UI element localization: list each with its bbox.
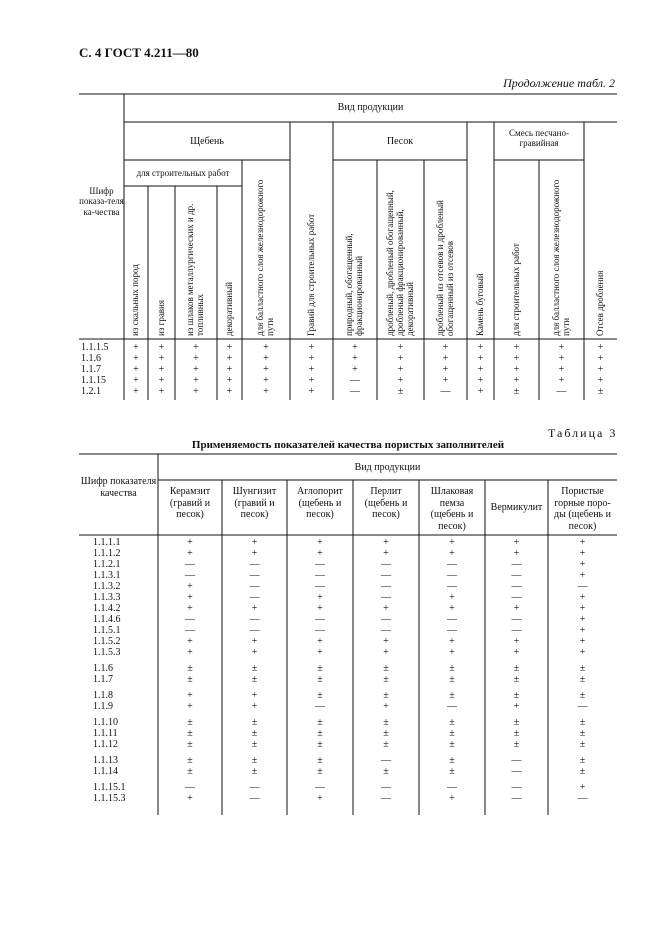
t3-cell: — [249, 625, 260, 636]
t3-cell: + [449, 592, 455, 603]
t3-row-code: 1.1.15.1 [93, 782, 126, 793]
t2-cell: + [397, 353, 404, 364]
t2-cell: + [513, 353, 520, 364]
t2-row-code: 1.1.7 [81, 364, 101, 375]
t3-cell: + [579, 625, 586, 636]
t3-cell: ± [449, 755, 455, 766]
t3-cell: — [511, 755, 522, 766]
t2-cell: + [263, 375, 269, 386]
t3-cell: + [187, 603, 193, 614]
t2-cell: + [133, 375, 139, 386]
t3-row-code: 1.1.5.1 [93, 625, 121, 636]
t3-cell: ± [317, 739, 323, 750]
t3-cell: ± [513, 663, 520, 674]
t3-cell: — [577, 793, 588, 804]
t2-column-header-7: природный, обогащенный, фракционированный [344, 233, 364, 336]
t2-cell: ± [513, 386, 520, 397]
t2-cell: + [158, 386, 165, 397]
t3-cell: + [317, 592, 323, 603]
t3-cell: — [381, 614, 391, 625]
t3-cell: + [579, 548, 586, 559]
t2-cell: + [308, 364, 315, 375]
t3-column-header-5: Шлаковая пемза (щебень и песок) [430, 486, 474, 532]
t3-group-header: Вид продукции [354, 462, 421, 473]
t3-cell: — [315, 581, 325, 592]
t2-cell: + [558, 375, 565, 386]
t3-cell: + [579, 647, 586, 658]
t3-cell: + [449, 647, 455, 658]
t3-cell: + [383, 537, 389, 548]
t3-row-code: 1.1.1.1 [93, 537, 121, 548]
t3-row-code: 1.1.4.2 [93, 603, 121, 614]
t2-cell: + [397, 375, 404, 386]
t3-cell: — [447, 701, 457, 712]
t3-cell: ± [187, 663, 193, 674]
t2-cell: + [558, 342, 565, 353]
t3-cell: — [511, 592, 522, 603]
t3-cell: — [249, 782, 260, 793]
t3-cell: ± [187, 766, 193, 777]
t3-cell: — [447, 625, 457, 636]
t2-cell: + [133, 386, 139, 397]
t2-column-header-3: из шлаков металлургических и др. топливных [185, 203, 205, 336]
t2-smes-header: Смесь песчано-гравийная [509, 128, 569, 149]
t3-cell: + [187, 636, 193, 647]
t2-cell: + [226, 375, 233, 386]
t3-cell: ± [449, 717, 455, 728]
t2-cell: + [193, 364, 199, 375]
t3-code-header: Шифр показателя качества [80, 476, 157, 499]
t2-cell: + [513, 364, 520, 375]
t2-cell: + [352, 342, 358, 353]
t3-cell: + [383, 647, 389, 658]
t3-cell: ± [383, 690, 389, 701]
t2-cell: — [440, 386, 451, 397]
t3-cell: — [447, 614, 457, 625]
t3-cell: — [447, 782, 457, 793]
t2-column-header-11: для строительных работ [510, 243, 521, 336]
t3-cell: + [317, 548, 323, 559]
t3-cell: + [187, 548, 193, 559]
t3-column-header-1: Керамзит (гравий и песок) [169, 486, 211, 520]
t3-cell: ± [579, 674, 586, 685]
t2-group-header: Вид продукции [337, 102, 404, 113]
t3-cell: — [315, 570, 325, 581]
t2-cell: + [158, 375, 165, 386]
t3-cell: ± [317, 728, 323, 739]
t2-cell: + [263, 353, 269, 364]
t3-cell: + [513, 603, 520, 614]
t3-row-code: 1.1.4.6 [93, 614, 121, 625]
page-header: С. 4 ГОСТ 4.211—80 [79, 45, 199, 60]
t2-column-header-12: для балластного слоя железнодорожного пути [550, 179, 571, 336]
t3-cell: — [381, 755, 391, 766]
t3-cell: — [249, 793, 260, 804]
t3-cell: ± [383, 728, 389, 739]
t3-cell: + [251, 603, 258, 614]
t3-cell: + [317, 793, 323, 804]
t3-cell: + [513, 701, 520, 712]
t3-cell: + [579, 592, 586, 603]
t3-cell: — [577, 581, 588, 592]
t2-cell: + [477, 375, 484, 386]
t3-cell: + [579, 570, 586, 581]
t3-cell: ± [251, 766, 258, 777]
t2-cell: + [193, 353, 199, 364]
t2-row-code: 1.1.6 [81, 353, 101, 364]
t3-cell: ± [251, 739, 258, 750]
t2-cell: + [597, 342, 604, 353]
t2-column-header-1: из скальных пород [130, 264, 140, 336]
t3-cell: + [187, 701, 193, 712]
t3-cell: ± [513, 674, 520, 685]
t3-row-code: 1.1.5.2 [93, 636, 121, 647]
t3-cell: ± [579, 690, 586, 701]
t2-pesok-header: Песок [386, 136, 414, 147]
t2-cell: + [308, 375, 315, 386]
t3-cell: ± [251, 717, 258, 728]
t3-cell: ± [187, 674, 193, 685]
t3-cell: — [511, 766, 522, 777]
t3-cell: — [185, 559, 195, 570]
t2-cell: + [397, 364, 404, 375]
t3-cell: — [511, 570, 522, 581]
t3-cell: — [381, 559, 391, 570]
t3-row-code: 1.1.3.3 [93, 592, 121, 603]
t3-cell: — [381, 592, 391, 603]
t3-row-code: 1.1.13 [93, 755, 118, 766]
t3-cell: — [249, 581, 260, 592]
t3-cell: + [579, 537, 586, 548]
t3-row-code: 1.1.10 [93, 717, 118, 728]
t2-cell: ± [397, 386, 404, 397]
t3-cell: + [449, 636, 455, 647]
t2-cell: — [350, 386, 360, 397]
t3-cell: ± [449, 663, 455, 674]
t3-cell: ± [579, 755, 586, 766]
t3-cell: + [513, 636, 520, 647]
t3-cell: ± [187, 755, 193, 766]
t3-cell: — [249, 592, 260, 603]
t3-cell: — [511, 625, 522, 636]
t3-row-code: 1.1.2.1 [93, 559, 121, 570]
t3-cell: ± [449, 690, 455, 701]
t3-row-code: 1.1.3.1 [93, 570, 121, 581]
t3-cell: — [185, 782, 195, 793]
t3-cell: ± [579, 739, 586, 750]
t3-row-code: 1.1.11 [93, 728, 118, 739]
table3-caption: Таблица 3 [548, 426, 618, 440]
t3-cell: — [315, 559, 325, 570]
t2-cell: + [158, 353, 165, 364]
t3-cell: — [185, 625, 195, 636]
t2-cell: + [442, 342, 449, 353]
t2-column-header-8: дробленый, дробленый обогащенный, дробленый фракционированный, декоративный [384, 190, 415, 336]
t3-cell: — [511, 559, 522, 570]
t3-cell: ± [579, 717, 586, 728]
t3-cell: ± [187, 728, 193, 739]
t3-row-code: 1.1.12 [93, 739, 118, 750]
t2-cell: + [513, 342, 520, 353]
t3-cell: ± [513, 690, 520, 701]
t3-cell: + [187, 537, 193, 548]
t3-cell: ± [187, 739, 193, 750]
t2-cell: + [558, 353, 565, 364]
t3-cell: ± [317, 755, 323, 766]
t3-cell: ± [449, 766, 455, 777]
t3-row-code: 1.1.8 [93, 690, 113, 701]
t3-cell: + [383, 548, 389, 559]
t3-cell: ± [513, 717, 520, 728]
t3-cell: ± [579, 766, 586, 777]
t3-row-code: 1.1.3.2 [93, 581, 121, 592]
t2-cell: + [397, 342, 404, 353]
t3-cell: ± [513, 739, 520, 750]
t3-cell: + [317, 636, 323, 647]
t2-cell: + [308, 342, 315, 353]
t2-cell: + [226, 364, 233, 375]
t3-column-header-3: Аглопорит (щебень и песок) [297, 486, 343, 520]
t3-cell: + [449, 548, 455, 559]
t3-cell: + [187, 793, 193, 804]
t2-cell: ± [597, 386, 604, 397]
t2-cell: + [308, 353, 315, 364]
t2-cell: + [597, 364, 604, 375]
t3-cell: — [315, 614, 325, 625]
t2-cell: + [308, 386, 315, 397]
t2-cell: + [477, 364, 484, 375]
t3-cell: ± [513, 728, 520, 739]
t3-cell: ± [251, 728, 258, 739]
t3-cell: ± [449, 739, 455, 750]
t2-column-header-5: для балластного слоя железнодорожного пути [255, 179, 275, 336]
t3-column-header-4: Перлит (щебень и песок) [364, 486, 408, 520]
t3-cell: — [249, 559, 260, 570]
t3-cell: — [381, 793, 391, 804]
t3-cell: + [449, 537, 455, 548]
t3-cell: — [249, 570, 260, 581]
t3-cell: + [187, 581, 193, 592]
t2-cell: — [556, 386, 567, 397]
t2-column-header-4: декоративный [223, 282, 234, 336]
t2-cell: + [352, 353, 358, 364]
t3-cell: + [251, 690, 258, 701]
t3-cell: + [251, 636, 258, 647]
t3-cell: — [249, 614, 260, 625]
table3-title: Применяемость показателей качества пористых заполнителей [191, 439, 505, 451]
t2-cell: + [442, 364, 449, 375]
t2-shcheben-header: Щебень [190, 136, 224, 147]
t3-cell: ± [383, 766, 389, 777]
t2-cell: + [477, 386, 484, 397]
t2-row-code: 1.1.15 [81, 375, 106, 386]
t3-cell: — [511, 614, 522, 625]
t3-cell: ± [383, 674, 389, 685]
t3-cell: — [381, 625, 391, 636]
t3-cell: + [579, 603, 586, 614]
t3-cell: + [317, 603, 323, 614]
t3-cell: + [251, 548, 258, 559]
t2-cell: + [442, 353, 449, 364]
t3-cell: + [449, 793, 455, 804]
t2-cell: + [597, 353, 604, 364]
t3-cell: ± [383, 739, 389, 750]
t3-cell: + [251, 701, 258, 712]
t3-cell: — [511, 782, 522, 793]
t2-cell: + [193, 375, 199, 386]
t3-cell: + [513, 647, 520, 658]
t2-cell: + [158, 342, 165, 353]
t3-cell: + [317, 537, 323, 548]
t2-cell: + [226, 353, 233, 364]
t3-cell: — [381, 581, 391, 592]
t3-cell: — [315, 782, 325, 793]
t3-cell: ± [317, 766, 323, 777]
t2-cell: + [597, 375, 604, 386]
t3-cell: — [447, 570, 457, 581]
t2-cell: + [193, 386, 199, 397]
t3-cell: ± [383, 663, 389, 674]
t2-cell: + [513, 375, 520, 386]
t2-cell: + [226, 342, 233, 353]
t3-row-code: 1.1.6 [93, 663, 113, 674]
t3-cell: + [187, 690, 193, 701]
t2-cell: + [133, 342, 139, 353]
t2-construction-header: для строительных работ [136, 168, 230, 178]
t3-cell: — [381, 570, 391, 581]
t3-cell: — [381, 782, 391, 793]
t2-column-header-6: Гравий для строительных работ [305, 213, 316, 336]
t3-cell: + [579, 614, 586, 625]
t2-column-header-10: Камень буговый [474, 273, 485, 336]
t3-cell: + [513, 537, 520, 548]
t2-cell: + [558, 364, 565, 375]
t2-row-code: 1.1.1.5 [81, 342, 109, 353]
t3-cell: ± [579, 663, 586, 674]
continuation-note: Продолжение табл. 2 [503, 76, 615, 90]
t3-cell: + [579, 559, 586, 570]
t3-cell: ± [251, 755, 258, 766]
t3-cell: + [317, 647, 323, 658]
t3-cell: + [187, 647, 193, 658]
t3-cell: — [511, 581, 522, 592]
t3-cell: ± [317, 717, 323, 728]
t3-cell: + [579, 782, 586, 793]
t3-cell: ± [251, 663, 258, 674]
t2-code-header: Шифр показа-теля ка-чества [79, 186, 124, 217]
t3-cell: ± [317, 663, 323, 674]
t3-column-header-2: Шунгизит (гравий и песок) [232, 486, 277, 520]
t3-column-header-7: Пористые горные поро-ды (щебень и песок) [554, 486, 611, 532]
t2-cell: + [263, 364, 269, 375]
t3-cell: + [513, 548, 520, 559]
t3-cell: ± [449, 674, 455, 685]
t2-cell: + [477, 342, 484, 353]
t3-cell: — [185, 570, 195, 581]
t2-column-header-9: дробленый из отсевов и дробленый обогащенный из отсевов [434, 200, 455, 336]
t2-cell: + [226, 386, 233, 397]
t3-cell: ± [383, 717, 389, 728]
t3-cell: + [251, 647, 258, 658]
t3-row-code: 1.1.5.3 [93, 647, 121, 658]
t3-row-code: 1.1.15.3 [93, 793, 126, 804]
t3-cell: + [579, 636, 586, 647]
t3-cell: ± [579, 728, 586, 739]
t3-cell: — [185, 614, 195, 625]
t2-cell: + [193, 342, 199, 353]
t3-cell: + [383, 636, 389, 647]
t2-cell: + [477, 353, 484, 364]
t3-row-code: 1.1.7 [93, 674, 113, 685]
t2-column-header-13: Отсев дробления [594, 270, 605, 336]
t2-cell: + [352, 364, 358, 375]
t2-row-code: 1.2.1 [81, 386, 101, 397]
t2-cell: + [263, 342, 269, 353]
t2-cell: + [158, 364, 165, 375]
t3-row-code: 1.1.9 [93, 701, 113, 712]
t3-cell: — [577, 701, 588, 712]
t3-cell: ± [317, 690, 323, 701]
t2-cell: + [133, 364, 139, 375]
t3-cell: — [447, 581, 457, 592]
t2-cell: + [442, 375, 449, 386]
t3-row-code: 1.1.1.2 [93, 548, 121, 559]
t3-cell: + [187, 592, 193, 603]
t3-cell: ± [449, 728, 455, 739]
t3-cell: — [315, 701, 325, 712]
t3-cell: ± [251, 674, 258, 685]
t2-column-header-2: из гравия [155, 299, 166, 336]
t3-cell: — [511, 793, 522, 804]
t2-cell: + [263, 386, 269, 397]
t3-cell: + [251, 537, 258, 548]
t2-cell: — [350, 375, 360, 386]
t3-cell: ± [317, 674, 323, 685]
t3-cell: + [449, 603, 455, 614]
t3-column-header-6: Вермикулит [490, 502, 543, 513]
t3-row-code: 1.1.14 [93, 766, 118, 777]
t2-cell: + [133, 353, 139, 364]
t3-cell: + [383, 603, 389, 614]
t3-cell: + [383, 701, 389, 712]
t3-cell: ± [187, 717, 193, 728]
t3-cell: — [447, 559, 457, 570]
t3-cell: — [315, 625, 325, 636]
